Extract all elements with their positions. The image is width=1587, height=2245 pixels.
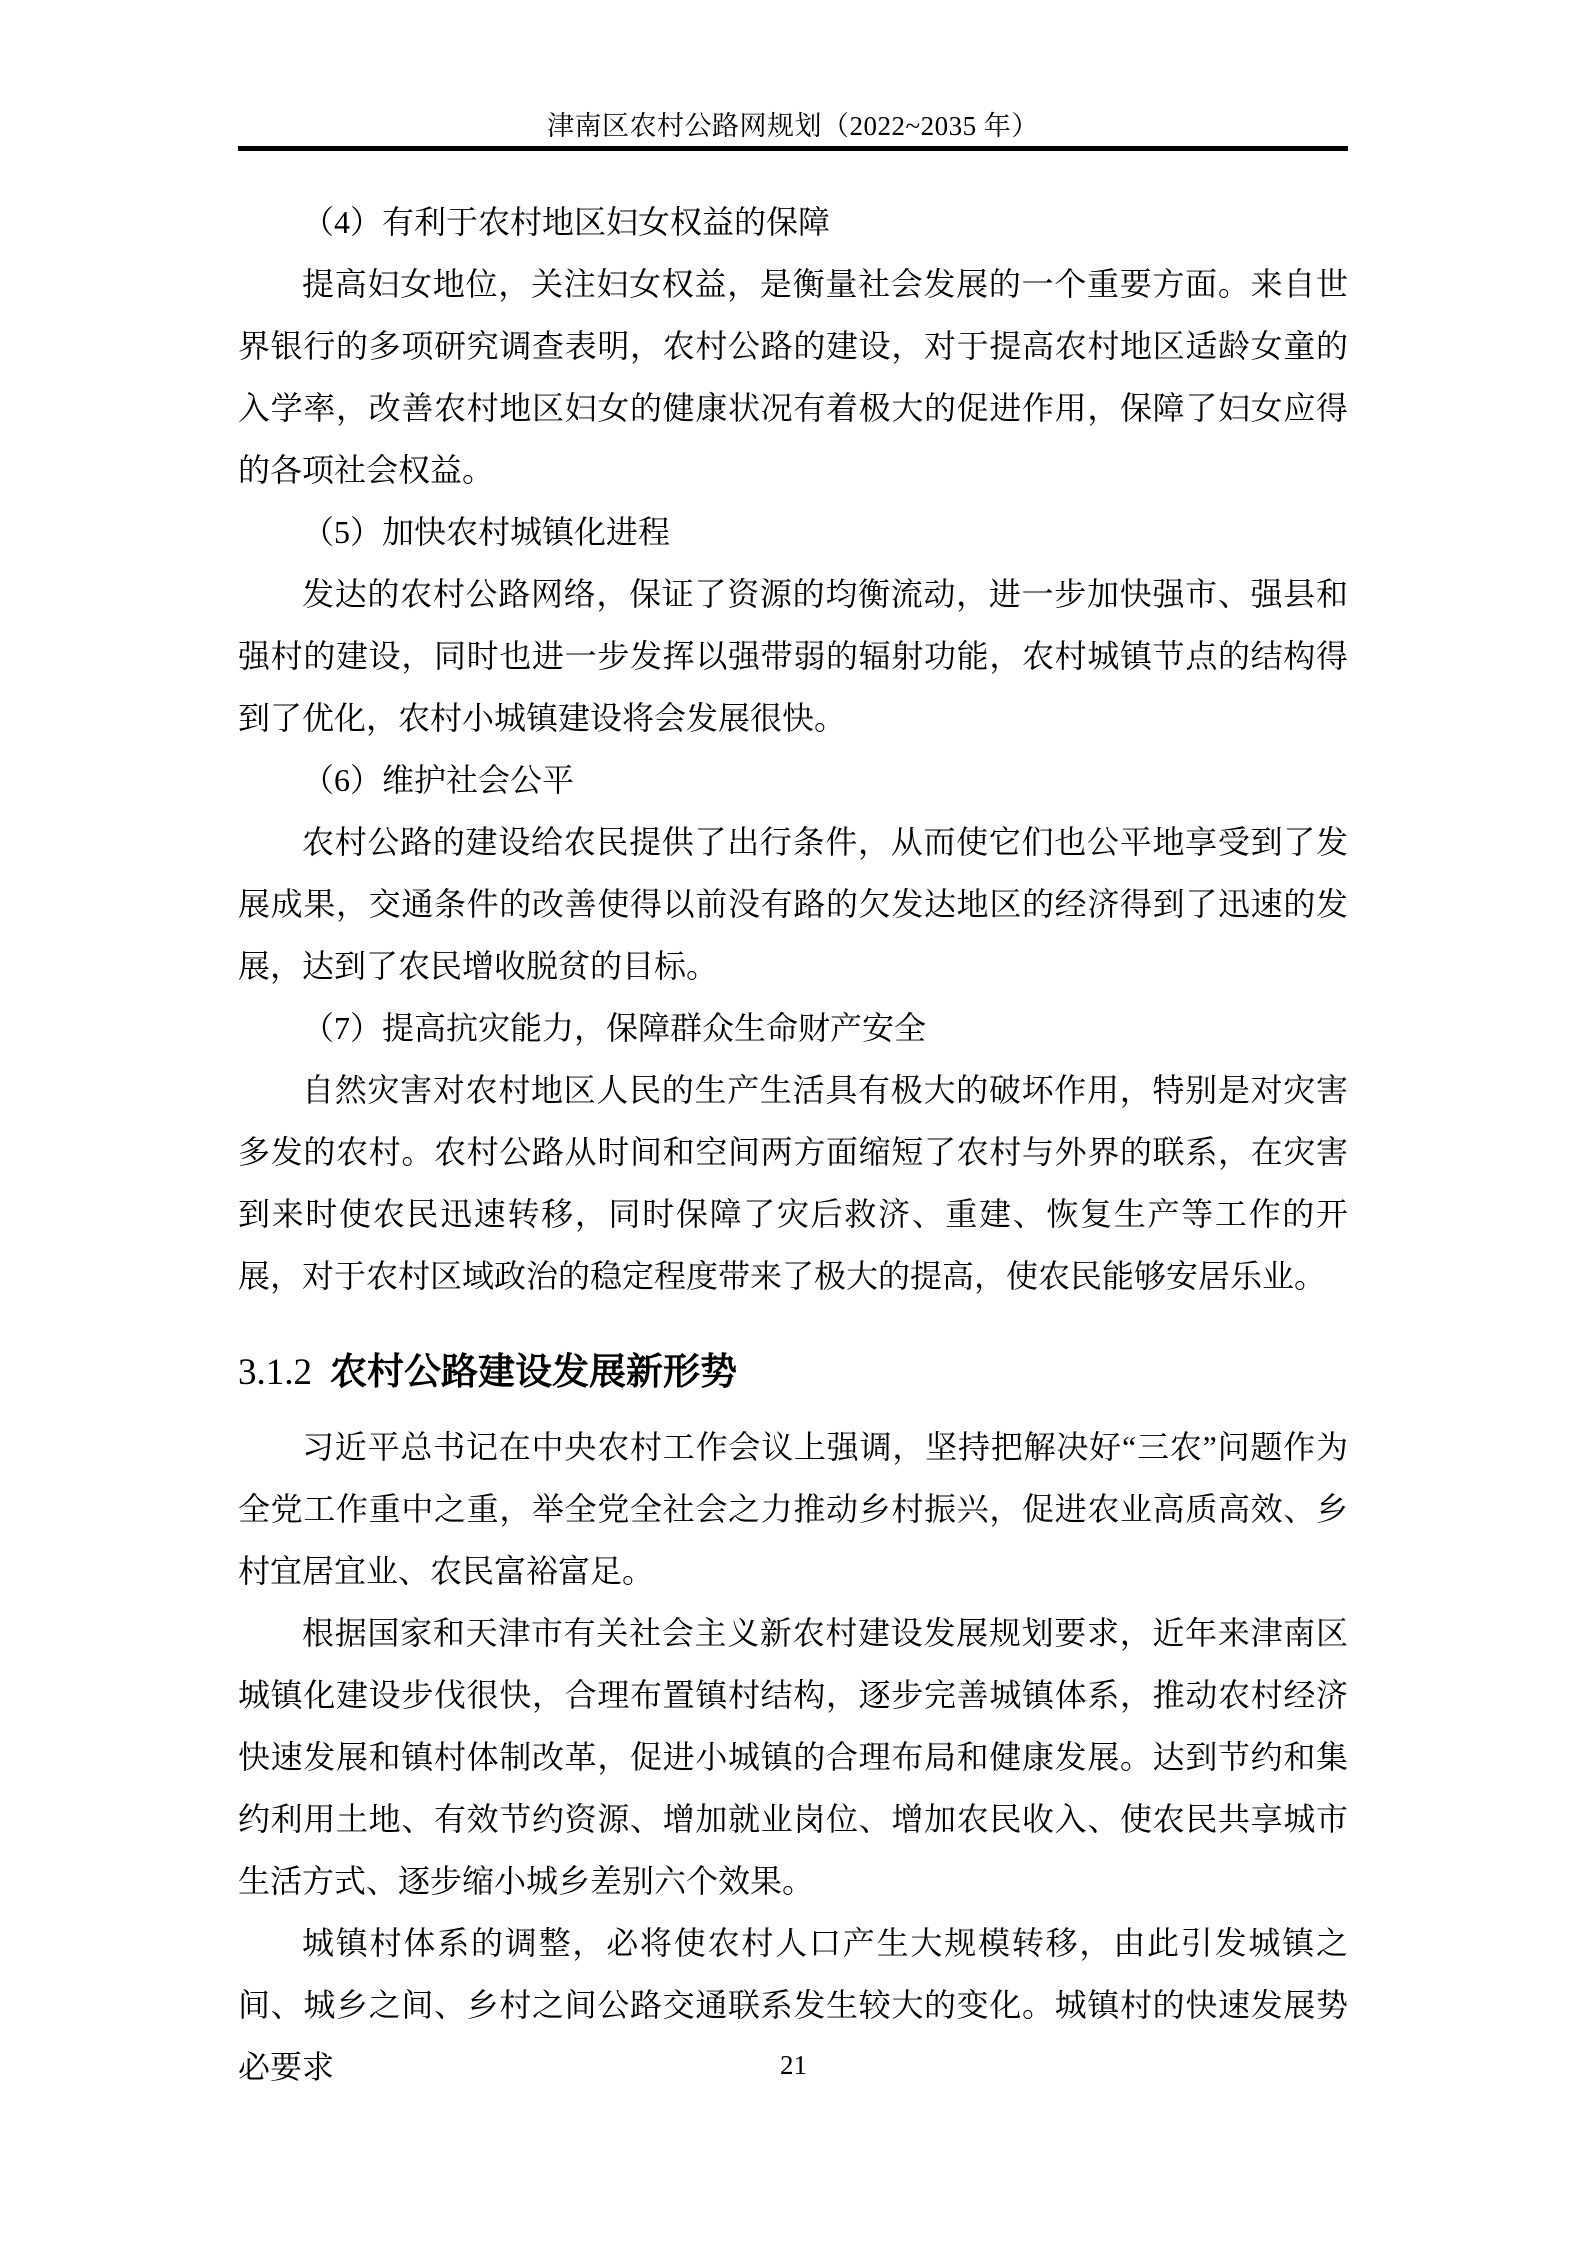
page-header bbox=[238, 0, 1348, 151]
paragraph: 提高妇女地位，关注妇女权益，是衡量社会发展的一个重要方面。来自世界银行的多项研究调查表明，农村公路的建设，对于提高农村地区适龄女童的入学率，改善农村地区妇女的健康状况有着极大的促进作用，保障了妇女应得的各项社会权益。 bbox=[238, 266, 1348, 488]
paragraph: 发达的农村公路网络，保证了资源的均衡流动，进一步加快强市、强县和强村的建设，同时也进一步发挥以强带弱的辐射功能，农村城镇节点的结构得到了优化，农村小城镇建设将会发展很快。 bbox=[238, 576, 1348, 736]
page-number: 21 bbox=[780, 2050, 807, 2080]
paragraph: 城镇村体系的调整，必将使农村人口产生大规模转移，由此引发城镇之间、城乡之间、乡村之间公路交通联系发生较大的变化。城镇村的快速发展势必要求 bbox=[238, 1925, 1348, 2085]
subheading-7: （7）提高抗灾能力，保障群众生命财产安全 bbox=[302, 1010, 927, 1046]
section-number: 3.1.2 bbox=[238, 1352, 312, 1393]
paragraph: 习近平总书记在中央农村工作会议上强调，坚持把解决好“三农”问题作为全党工作重中之重，举全党全社会之力推动乡村振兴，促进农业高质高效、乡村宜居宜业、农民富裕富足。 bbox=[238, 1429, 1348, 1589]
document-body bbox=[238, 191, 1348, 2098]
section-title: 农村公路建设发展新形势 bbox=[330, 1351, 737, 1392]
paragraph: 根据国家和天津市有关社会主义新农村建设发展规划要求，近年来津南区城镇化建设步伐很快，合理布置镇村结构，逐步完善城镇体系，推动农村经济快速发展和镇村体制改革，促进小城镇的合理布局和健康发展。达到节约和集约利用土地、有效节约资源、增加就业岗位、增加农民收入、使农民共享城市生活方式、逐步缩小城乡差别六个效果。 bbox=[238, 1615, 1348, 1899]
header-title: 津南区农村公路网规划（2022~2035 年） bbox=[547, 111, 1039, 141]
paragraph: 农村公路的建设给农民提供了出行条件，从而使它们也公平地享受到了发展成果，交通条件的改善使得以前没有路的欠发达地区的经济得到了迅速的发展，达到了农民增收脱贫的目标。 bbox=[238, 824, 1348, 984]
subheading-5: （5）加快农村城镇化进程 bbox=[302, 514, 671, 550]
paragraph: 自然灾害对农村地区人民的生产生活具有极大的破坏作用，特别是对灾害多发的农村。农村公路从时间和空间两方面缩短了农村与外界的联系，在灾害到来时使农民迅速转移，同时保障了灾后救济、重建、恢复生产等工作的开展，对于农村区域政治的稳定程度带来了极大的提高，使农民能够安居乐业。 bbox=[238, 1072, 1348, 1294]
subheading-4: （4）有利于农村地区妇女权益的保障 bbox=[302, 204, 831, 240]
section-heading-3-1-2 bbox=[238, 1337, 1348, 1408]
subheading-6: （6）维护社会公平 bbox=[302, 762, 575, 798]
